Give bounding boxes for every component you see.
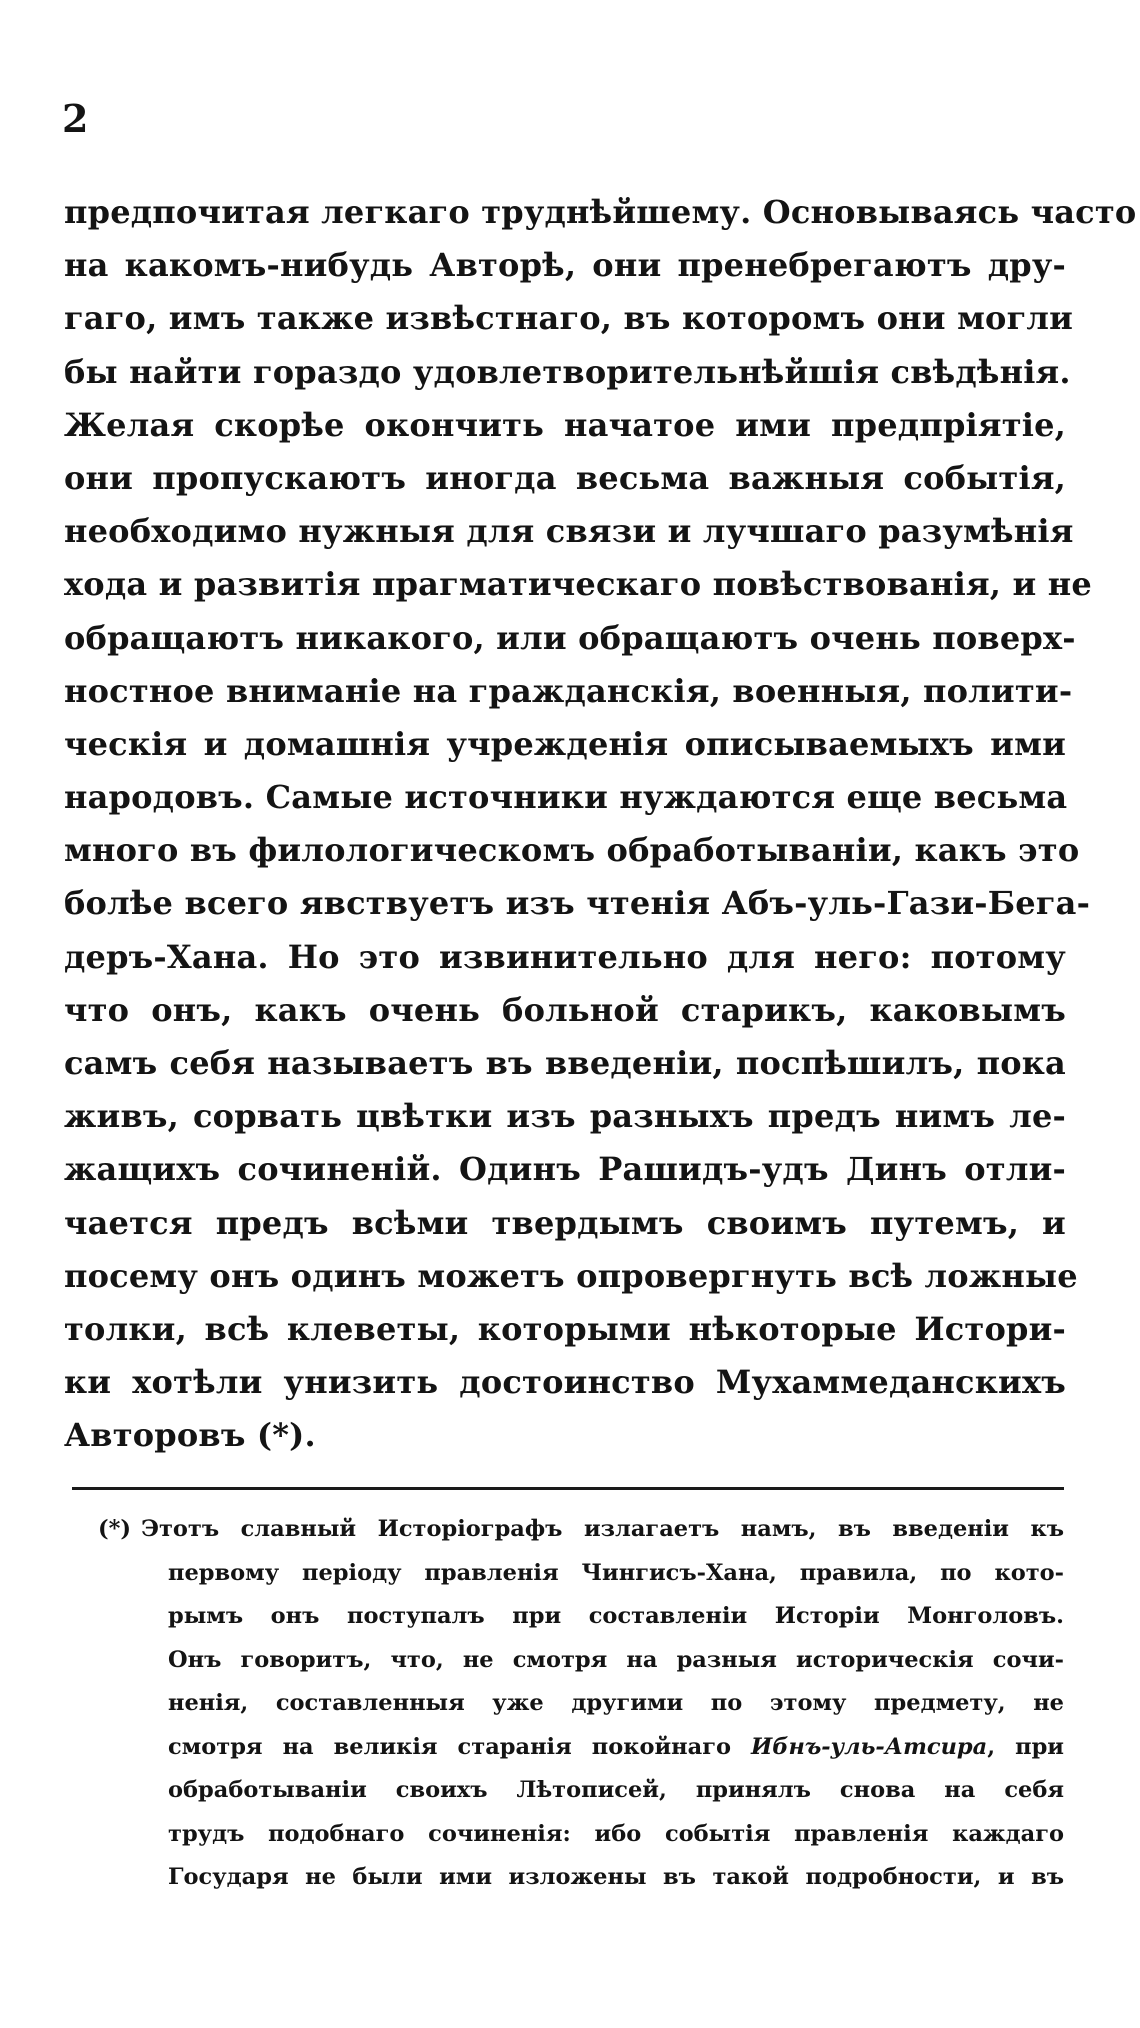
page-number: 2	[62, 96, 89, 141]
text-line: деръ-Хана. Но это извинительно для него: потому	[64, 937, 1066, 976]
footnote-text: , при	[987, 1733, 1064, 1760]
footnote	[98, 1508, 1064, 1900]
footnote-line: обработываніи своихъ Лѣтописей, принялъ снова на себя	[168, 1777, 1064, 1803]
footnote-line: ненія, составленныя уже другими по этому предмету, не	[168, 1690, 1064, 1716]
text-line: болѣе всего явствуетъ изъ чтенія Абъ-уль-Гази-Бега-	[64, 884, 1091, 923]
text-line: много въ филологическомъ обработываніи, какъ это	[64, 831, 1080, 870]
footnote-line: Онъ говоритъ, что, не смотря на разныя историческія сочи-	[168, 1646, 1064, 1673]
text-line: необходимо нужныя для связи и лучшаго разумѣнія	[64, 512, 1074, 551]
footnote-line: рымъ онъ поступалъ при составленіи Исторіи Монголовъ.	[168, 1603, 1064, 1629]
footnote-line	[168, 1726, 1064, 1770]
text-line: Желая скорѣе окончить начатое ими предпріятіе,	[64, 405, 1066, 444]
text-line: народовъ. Самые источники нуждаются еще весьма	[64, 778, 1068, 817]
footnote-line: трудъ подобнаго сочиненія: ибо событія правленія каждаго	[168, 1820, 1064, 1847]
footnote-line	[98, 1508, 1064, 1552]
footnote-line: Государя не были ими изложены въ такой подробности, и въ	[168, 1864, 1064, 1890]
footnote-marker: (*)	[98, 1516, 132, 1542]
text-line: посему онъ одинъ можетъ опровергнуть всѣ ложные	[64, 1256, 1078, 1295]
text-line: они пропускаютъ иногда весьма важныя событія,	[64, 458, 1066, 497]
text-line: хода и развитія прагматическаго повѣствованія, и не	[64, 565, 1092, 604]
text-line: толки, всѣ клеветы, которыми нѣкоторые Истори-	[64, 1309, 1066, 1348]
text-line: чается предъ всѣми твердымъ своимъ путемъ, и	[64, 1203, 1066, 1242]
text-line: бы найти гораздо удовлетворительнѣйшія свѣдѣнія.	[64, 352, 1071, 391]
footnote-divider	[72, 1487, 1064, 1490]
text-line: что онъ, какъ очень больной старикъ, каковымъ	[64, 990, 1066, 1029]
main-text	[64, 186, 1137, 1463]
text-line: на какомъ-нибудь Авторѣ, они пренебрегаютъ дру-	[64, 246, 1066, 285]
text-line: гаго, имъ также извѣстнаго, въ которомъ они могли	[64, 299, 1074, 338]
text-line: ческія и домашнія учрежденія описываемыхъ ими	[64, 724, 1066, 763]
text-line: Авторовъ (*).	[64, 1416, 316, 1455]
text-line: жащихъ сочиненій. Одинъ Рашидъ-удъ Динъ отли-	[64, 1150, 1066, 1189]
text-line: живъ, сорвать цвѣтки изъ разныхъ предъ нимъ ле-	[64, 1097, 1066, 1136]
text-line: предпочитая легкаго труднѣйшему. Основываясь часто	[64, 193, 1137, 231]
text-line: обращаютъ никакого, или обращаютъ очень поверх-	[64, 618, 1076, 657]
text-line: самъ себя называетъ въ введеніи, поспѣшилъ, пока	[64, 1044, 1066, 1082]
text-line: ки хотѣли унизить достоинство Мухаммеданскихъ	[64, 1363, 1066, 1402]
footnote-text: смотря на великія старанія покойнаго	[168, 1733, 752, 1760]
text-line: ностное вниманіе на гражданскія, военныя, полити-	[64, 671, 1073, 710]
footnote-text: Этотъ славный Исторіографъ излагаетъ намъ, въ введеніи къ	[141, 1516, 1064, 1542]
footnote-italic-name: Ибнъ-уль-Атсира	[751, 1733, 988, 1760]
footnote-line: первому періоду правленія Чингисъ-Хана, правила, по кото-	[168, 1559, 1064, 1586]
